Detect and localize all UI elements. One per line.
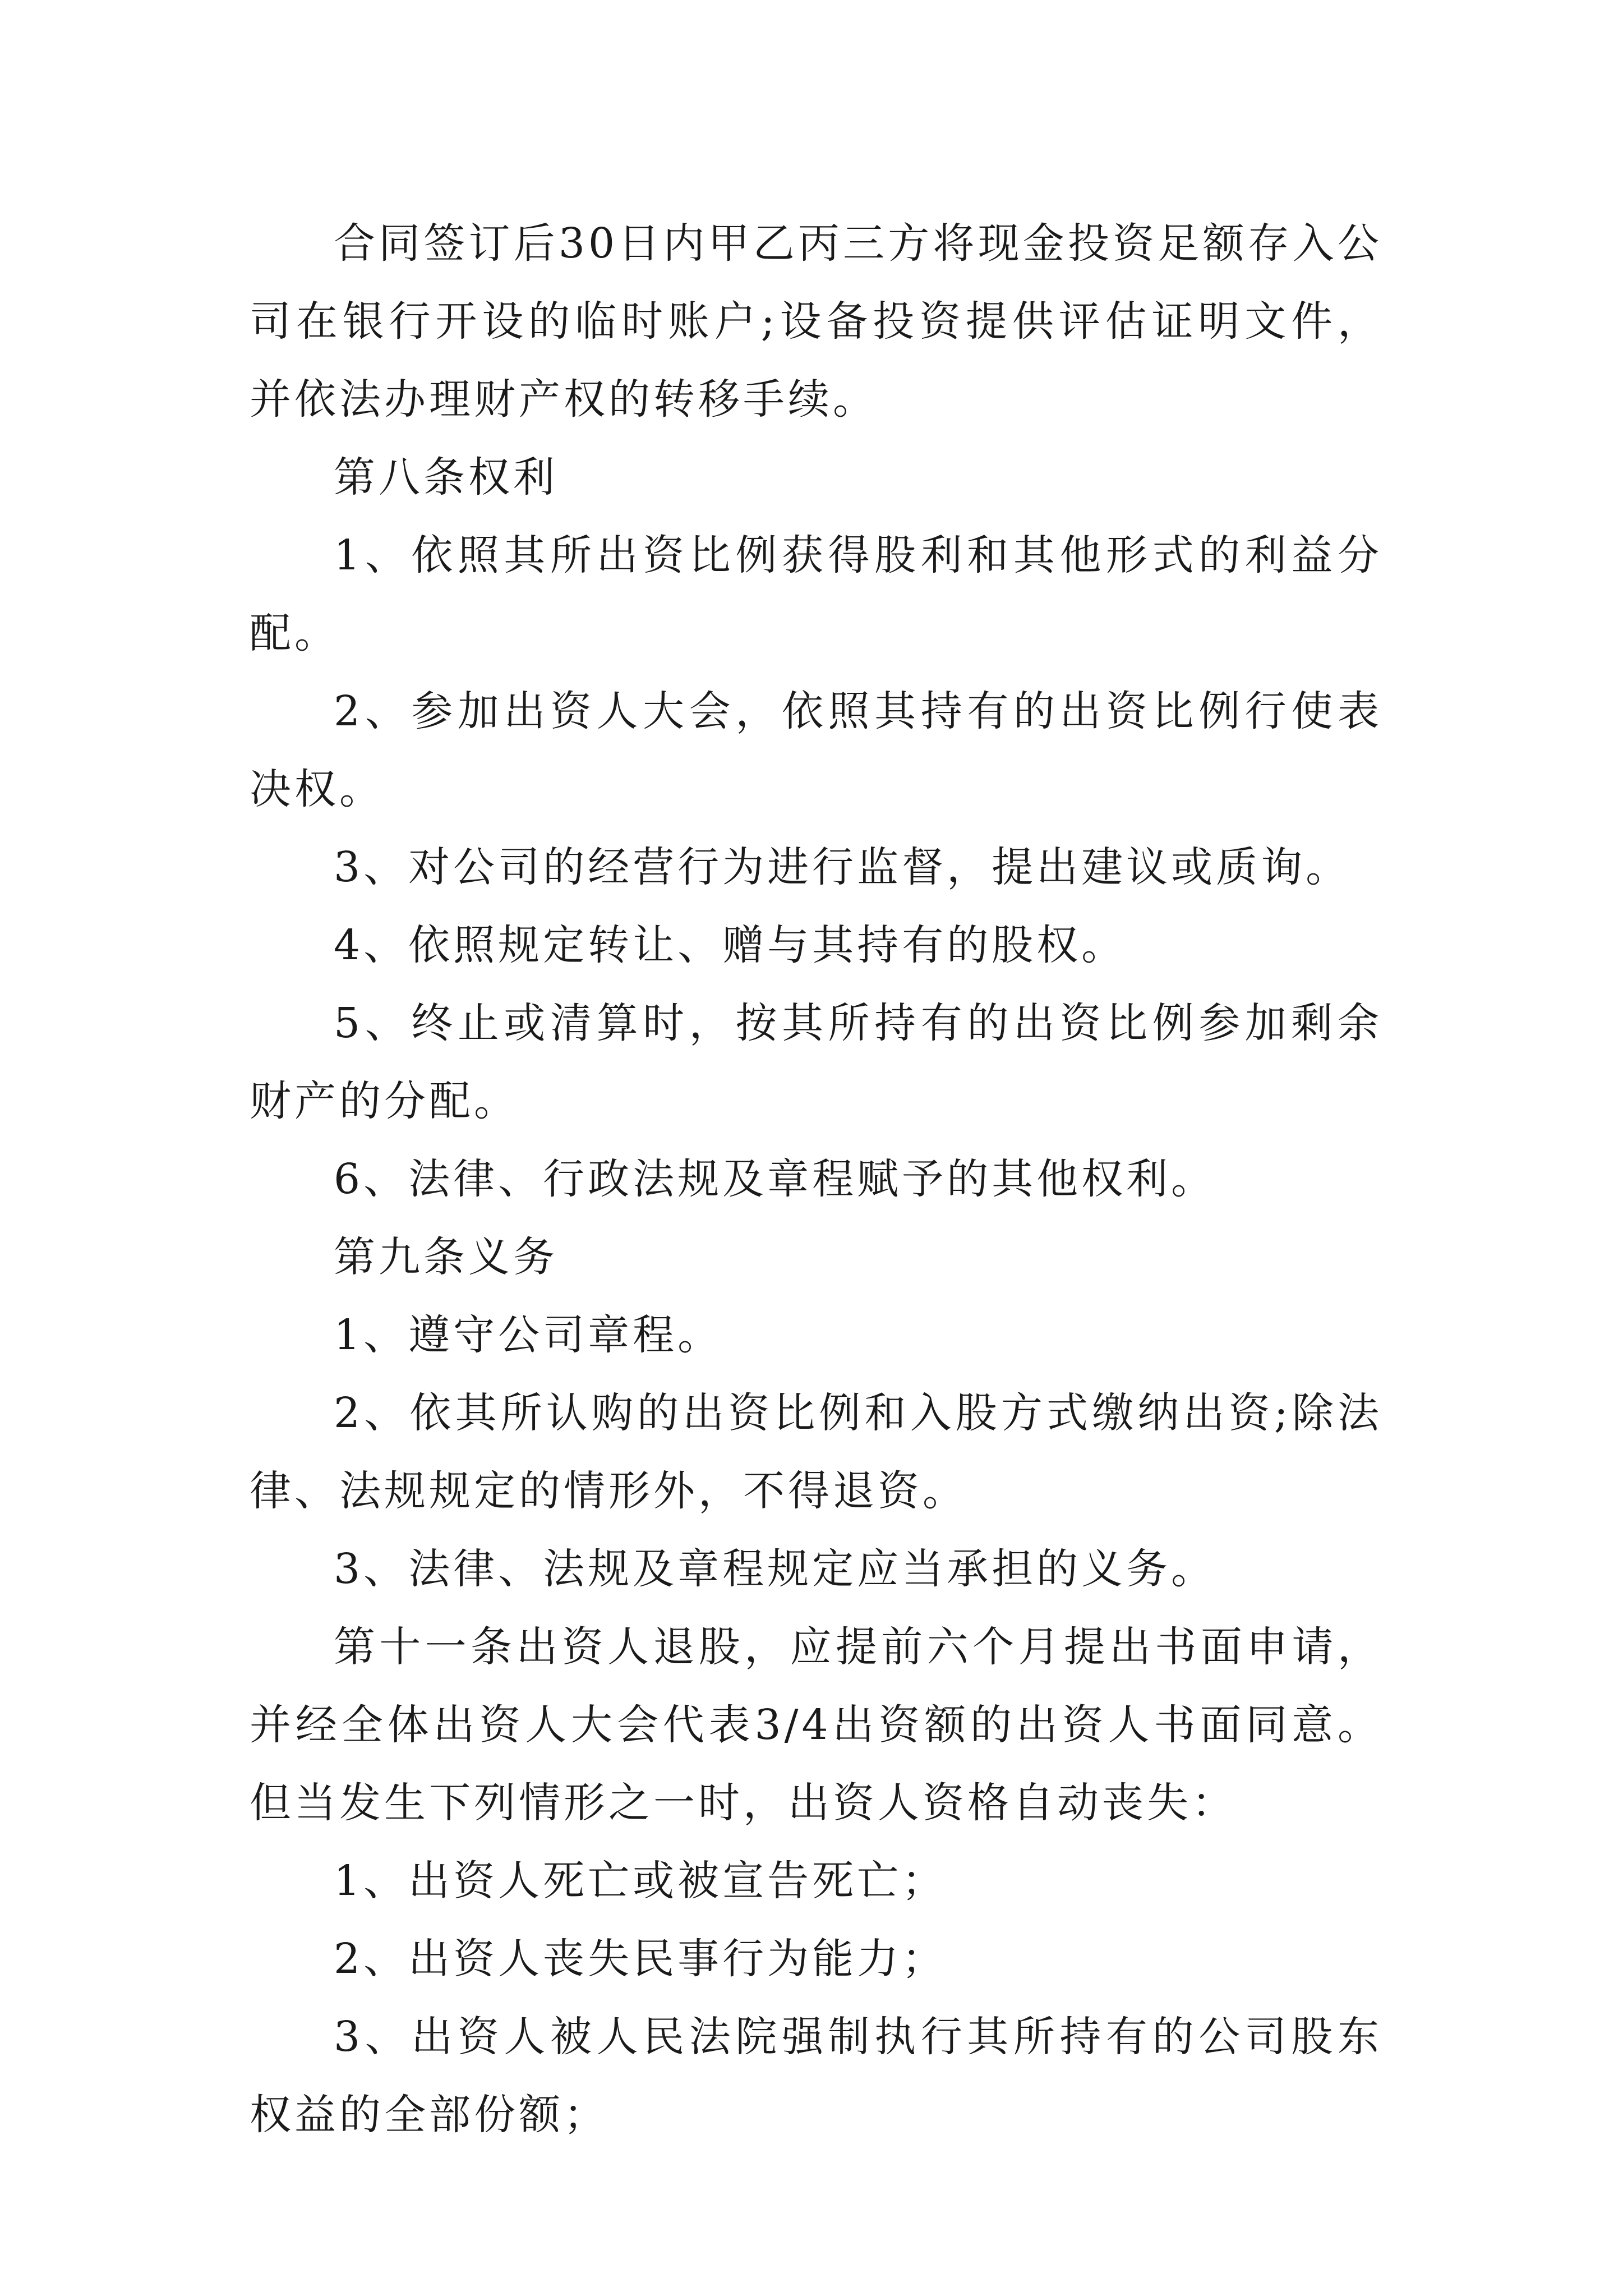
withdrawal-case-1: 1、出资人死亡或被宣告死亡；	[334, 1857, 947, 1905]
article-11-withdrawal: 第十一条出资人退股，应提前六个月提出书面申请，并经全体出资人大会代表3/4出资额的出资人书面同意。但当发生下列情形之一时，出资人资格自动丧失：	[250, 1623, 1382, 1827]
document-body	[250, 205, 1382, 2154]
heading-article-8-rights: 第八条权利	[334, 453, 558, 501]
rights-item-2: 2、参加出资人大会，依照其持有的出资比例行使表决权。	[250, 687, 1382, 813]
rights-item-6: 6、法律、行政法规及章程赋予的其他权利。	[334, 1155, 1216, 1203]
withdrawal-case-2: 2、出资人丧失民事行为能力；	[334, 1935, 947, 1983]
heading-article-9-obligations: 第九条义务	[334, 1233, 558, 1281]
obligations-item-1: 1、遵守公司章程。	[334, 1311, 723, 1359]
rights-item-5: 5、终止或清算时，按其所持有的出资比例参加剩余财产的分配。	[250, 999, 1382, 1125]
rights-item-4: 4、依照规定转让、赠与其持有的股权。	[334, 921, 1127, 969]
obligations-item-2: 2、依其所认购的出资比例和入股方式缴纳出资;除法律、法规规定的情形外，不得退资。	[250, 1389, 1382, 1515]
paragraph-capital-deposit: 合同签订后30日内甲乙丙三方将现金投资足额存入公司在银行开设的临时账户;设备投资提供评估证明文件，并依法办理财产权的转移手续。	[250, 219, 1382, 424]
obligations-item-3: 3、法律、法规及章程规定应当承担的义务。	[334, 1545, 1216, 1593]
rights-item-1: 1、依照其所出资比例获得股利和其他形式的利益分配。	[250, 531, 1382, 657]
withdrawal-case-3: 3、出资人被人民法院强制执行其所持有的公司股东权益的全部份额；	[250, 2013, 1382, 2139]
rights-item-3: 3、对公司的经营行为进行监督，提出建议或质询。	[334, 843, 1351, 891]
